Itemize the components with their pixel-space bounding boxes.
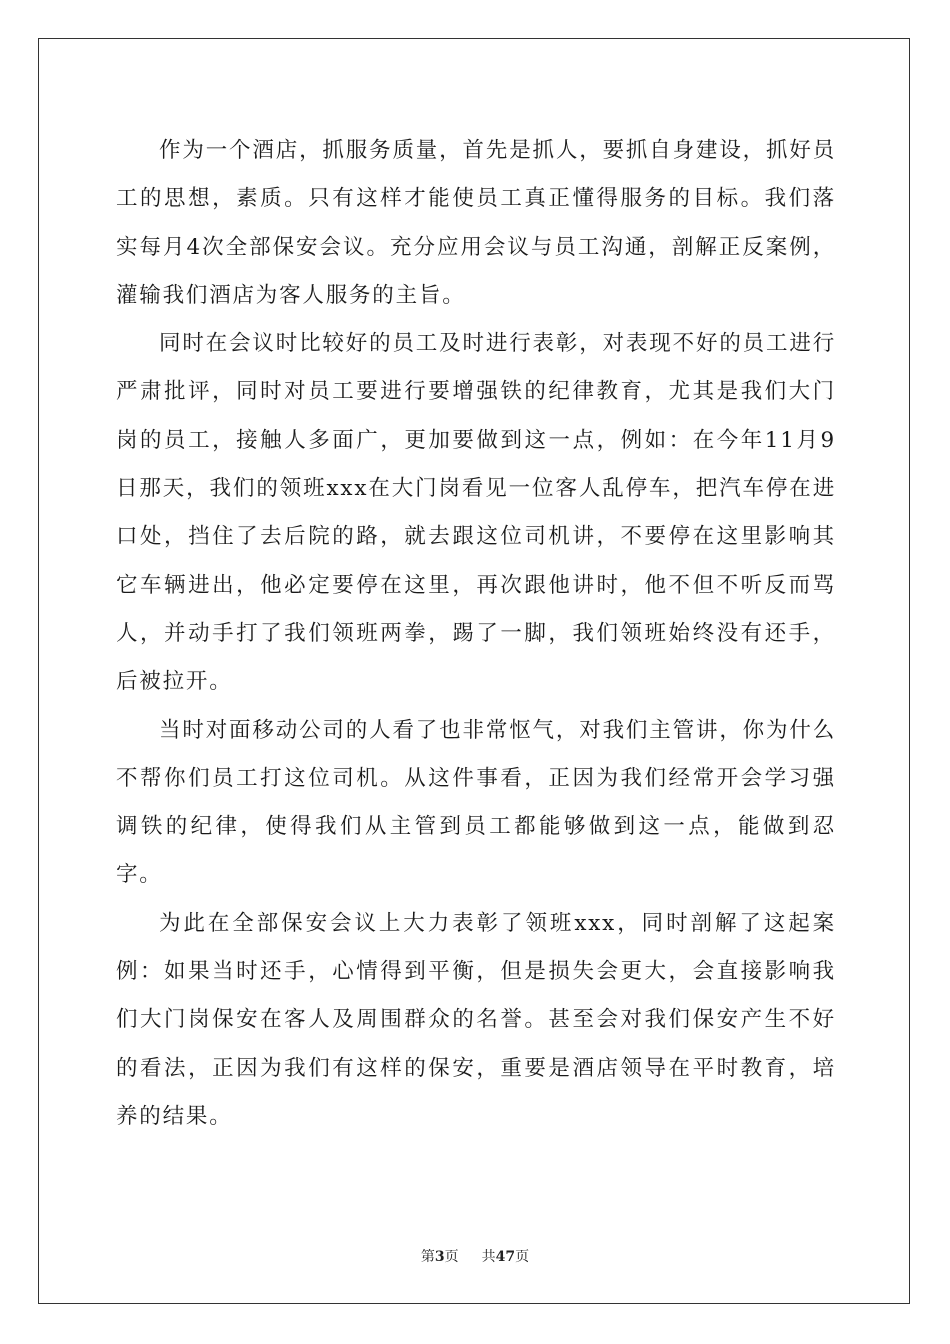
page-indicator	[421, 1246, 459, 1266]
total-pages-indicator	[482, 1246, 529, 1266]
page-footer	[0, 1246, 950, 1266]
total-suffix: 页	[515, 1249, 530, 1265]
page-suffix: 页	[444, 1249, 459, 1265]
document-body	[116, 127, 836, 1141]
page-number: 3	[434, 1249, 445, 1265]
paragraph-3: 当时对面移动公司的人看了也非常怄气，对我们主管讲，你为什么不帮你们员工打这位司机。从这件事看，正因为我们经常开会学习强调铁的纪律，使得我们从主管到员工都能够做到这一点，能做到忍字。	[116, 717, 836, 888]
paragraph-1: 作为一个酒店，抓服务质量，首先是抓人，要抓自身建设，抓好员工的思想，素质。只有这样才能使员工真正懂得服务的目标。我们落实每月4次全部保安会议。充分应用会议与员工沟通，剖解正反案例，灌输我们酒店为客人服务的主旨。	[116, 138, 836, 308]
total-pages: 47	[495, 1249, 516, 1265]
total-prefix: 共	[481, 1249, 496, 1265]
paragraph-2: 同时在会议时比较好的员工及时进行表彰，对表现不好的员工进行严肃批评，同时对员工要进行要增强铁的纪律教育，尤其是我们大门岗的员工，接触人多面广，更加要做到这一点，例如：在今年11月9日那天，我们的领班xxx在大门岗看见一位客人乱停车，把汽车停在进口处，挡住了去后院的路，就去跟这位司机讲，不要停在这里影响其它车辆进出，他必定要停在这里，再次跟他讲时，他不但不听反而骂人，并动手打了我们领班两拳，踢了一脚，我们领班始终没有还手，后被拉开。	[116, 331, 836, 695]
paragraph-4: 为此在全部保安会议上大力表彰了领班xxx，同时剖解了这起案例：如果当时还手，心情得到平衡，但是损失会更大，会直接影响我们大门岗保安在客人及周围群众的名誉。甚至会对我们保安产生不好的看法，正因为我们有这样的保安，重要是酒店领导在平时教育，培养的结果。	[116, 910, 836, 1129]
page-prefix: 第	[420, 1249, 435, 1265]
